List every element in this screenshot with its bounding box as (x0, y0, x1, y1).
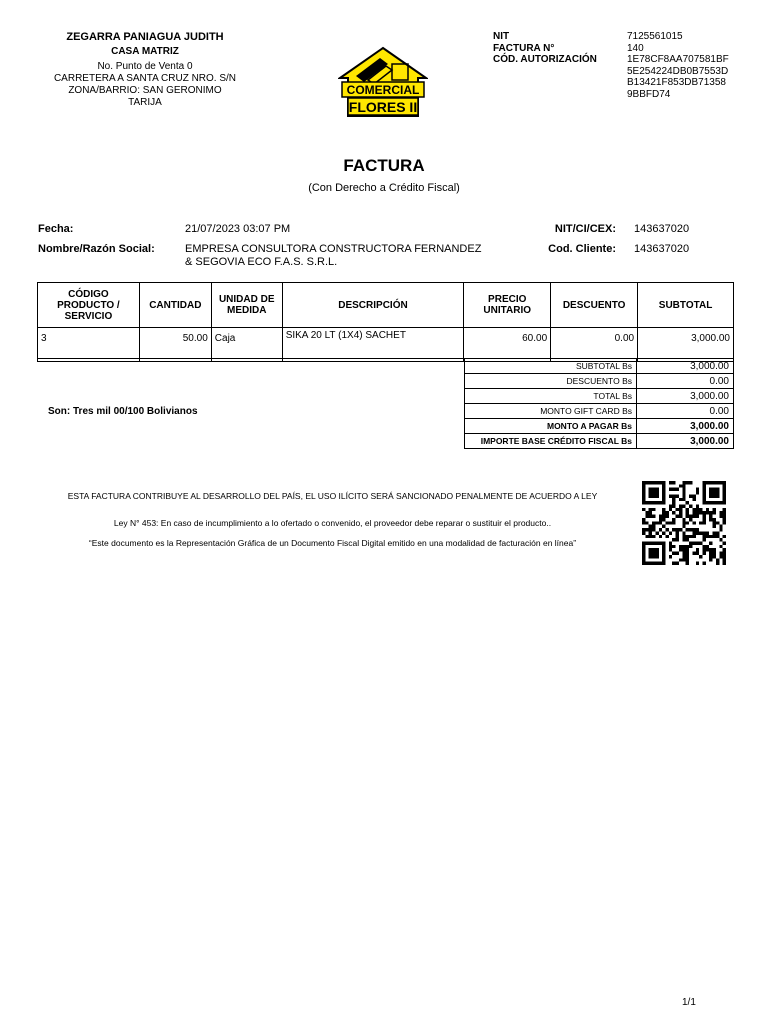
consumer-law-notice: Ley N° 453: En caso de incumplimiento a lo ofertado o convenido, el proveedor debe reparar o sustituir el producto.. (113, 518, 552, 528)
total-value: 3,000.00 (637, 389, 734, 404)
totals-row (465, 434, 734, 449)
table-header-row (38, 283, 734, 328)
total-label: TOTAL Bs (465, 389, 637, 404)
client-code-label: Cod. Cliente: (548, 243, 616, 255)
subtotal-value: 3,000.00 (637, 359, 734, 374)
client-name-line: & SEGOVIA ECO F.A.S. S.R.L. (185, 256, 338, 268)
col-header-unit: UNIDAD DE MEDIDA (211, 283, 282, 328)
amount-due-label: MONTO A PAGAR Bs (465, 419, 637, 434)
table-row (38, 328, 734, 362)
issuer-name: ZEGARRA PANIAGUA JUDITH (66, 31, 224, 43)
totals-table (464, 358, 734, 449)
auth-code-line: B13421F853DB71358 (627, 77, 726, 88)
document-subtitle: (Con Derecho a Crédito Fiscal) (308, 182, 460, 194)
qr-code (642, 481, 726, 565)
nit-label: NIT (493, 31, 510, 42)
issuer-branch: CASA MATRIZ (111, 46, 179, 57)
subtotal-label: SUBTOTAL Bs (465, 359, 637, 374)
tax-base-label: IMPORTE BASE CRÉDITO FISCAL Bs (465, 434, 637, 449)
legal-notice: ESTA FACTURA CONTRIBUYE AL DESARROLLO DEL PAÍS, EL USO ILÍCITO SERÁ SANCIONADO PENALMENTE DE ACUERDO A LEY (67, 491, 598, 501)
client-nit-value: 143637020 (634, 223, 690, 235)
col-header-description: DESCRIPCIÓN (282, 283, 464, 328)
digital-document-notice: “Este documento es la Representación Gráfica de un Documento Fiscal Digital emitido en una modalidad de facturación en línea” (88, 538, 577, 548)
auth-code-label: CÓD. AUTORIZACIÓN (493, 54, 597, 65)
amount-due-value: 3,000.00 (637, 419, 734, 434)
divider (37, 358, 464, 359)
client-name-label: Nombre/Razón Social: (38, 243, 155, 255)
logo-line1: COMERCIAL (346, 83, 420, 97)
document-title: FACTURA (343, 156, 425, 175)
discount-label: DESCUENTO Bs (465, 374, 637, 389)
client-code-value: 143637020 (634, 243, 690, 255)
tax-base-value: 3,000.00 (637, 434, 734, 449)
cell-description: SIKA 20 LT (1X4) SACHET (282, 328, 464, 362)
col-header-quantity: CANTIDAD (139, 283, 211, 328)
auth-code-value (627, 54, 737, 100)
totals-row (465, 359, 734, 374)
auth-code-line: 9BBFD74 (627, 88, 671, 100)
issuer-pos: No. Punto de Venta 0 (97, 61, 193, 72)
cell-code: 3 (38, 328, 140, 362)
cell-unit: Caja (211, 328, 282, 362)
totals-row (465, 389, 734, 404)
invoice-meta (493, 31, 737, 100)
invoice-number-value: 140 (627, 42, 644, 54)
totals-row (465, 404, 734, 419)
auth-code-line: 5E254224DB0B7553D (627, 65, 729, 77)
auth-code-line: 1E78CF8AA707581BF (627, 54, 729, 65)
client-name-line: EMPRESA CONSULTORA CONSTRUCTORA FERNANDEZ (185, 243, 482, 255)
col-header-discount: DESCUENTO (551, 283, 638, 328)
col-header-code: CÓDIGO PRODUCTO / SERVICIO (38, 283, 140, 328)
cell-discount: 0.00 (551, 328, 638, 362)
discount-value: 0.00 (637, 374, 734, 389)
client-nit-label: NIT/CI/CEX: (554, 223, 616, 235)
invoice-number-label: FACTURA N° (493, 42, 555, 54)
col-header-unit-price: PRECIO UNITARIO (464, 283, 551, 328)
issuer-block (40, 31, 250, 109)
col-header-subtotal: SUBTOTAL (638, 283, 734, 328)
items-table (37, 282, 734, 362)
gift-card-value: 0.00 (637, 404, 734, 419)
client-name-value (185, 243, 515, 269)
amount-in-words: Son: Tres mil 00/100 Bolivianos (48, 406, 198, 417)
totals-row (465, 374, 734, 389)
cell-subtotal: 3,000.00 (638, 328, 734, 362)
date-label: Fecha: (38, 223, 74, 235)
gift-card-label: MONTO GIFT CARD Bs (465, 404, 637, 419)
cell-unit-price: 60.00 (464, 328, 551, 362)
company-logo (338, 44, 428, 118)
cell-quantity: 50.00 (139, 328, 211, 362)
issuer-zone: ZONA/BARRIO: SAN GERONIMO (68, 85, 222, 96)
issuer-address: CARRETERA A SANTA CRUZ NRO. S/N (53, 73, 237, 84)
logo-line2: FLORES II (348, 99, 418, 115)
nit-value: 7125561015 (627, 31, 683, 42)
issuer-city: TARIJA (128, 97, 162, 108)
date-value: 21/07/2023 03:07 PM (185, 223, 291, 235)
page-number: 1/1 (682, 997, 696, 1008)
totals-row (465, 419, 734, 434)
